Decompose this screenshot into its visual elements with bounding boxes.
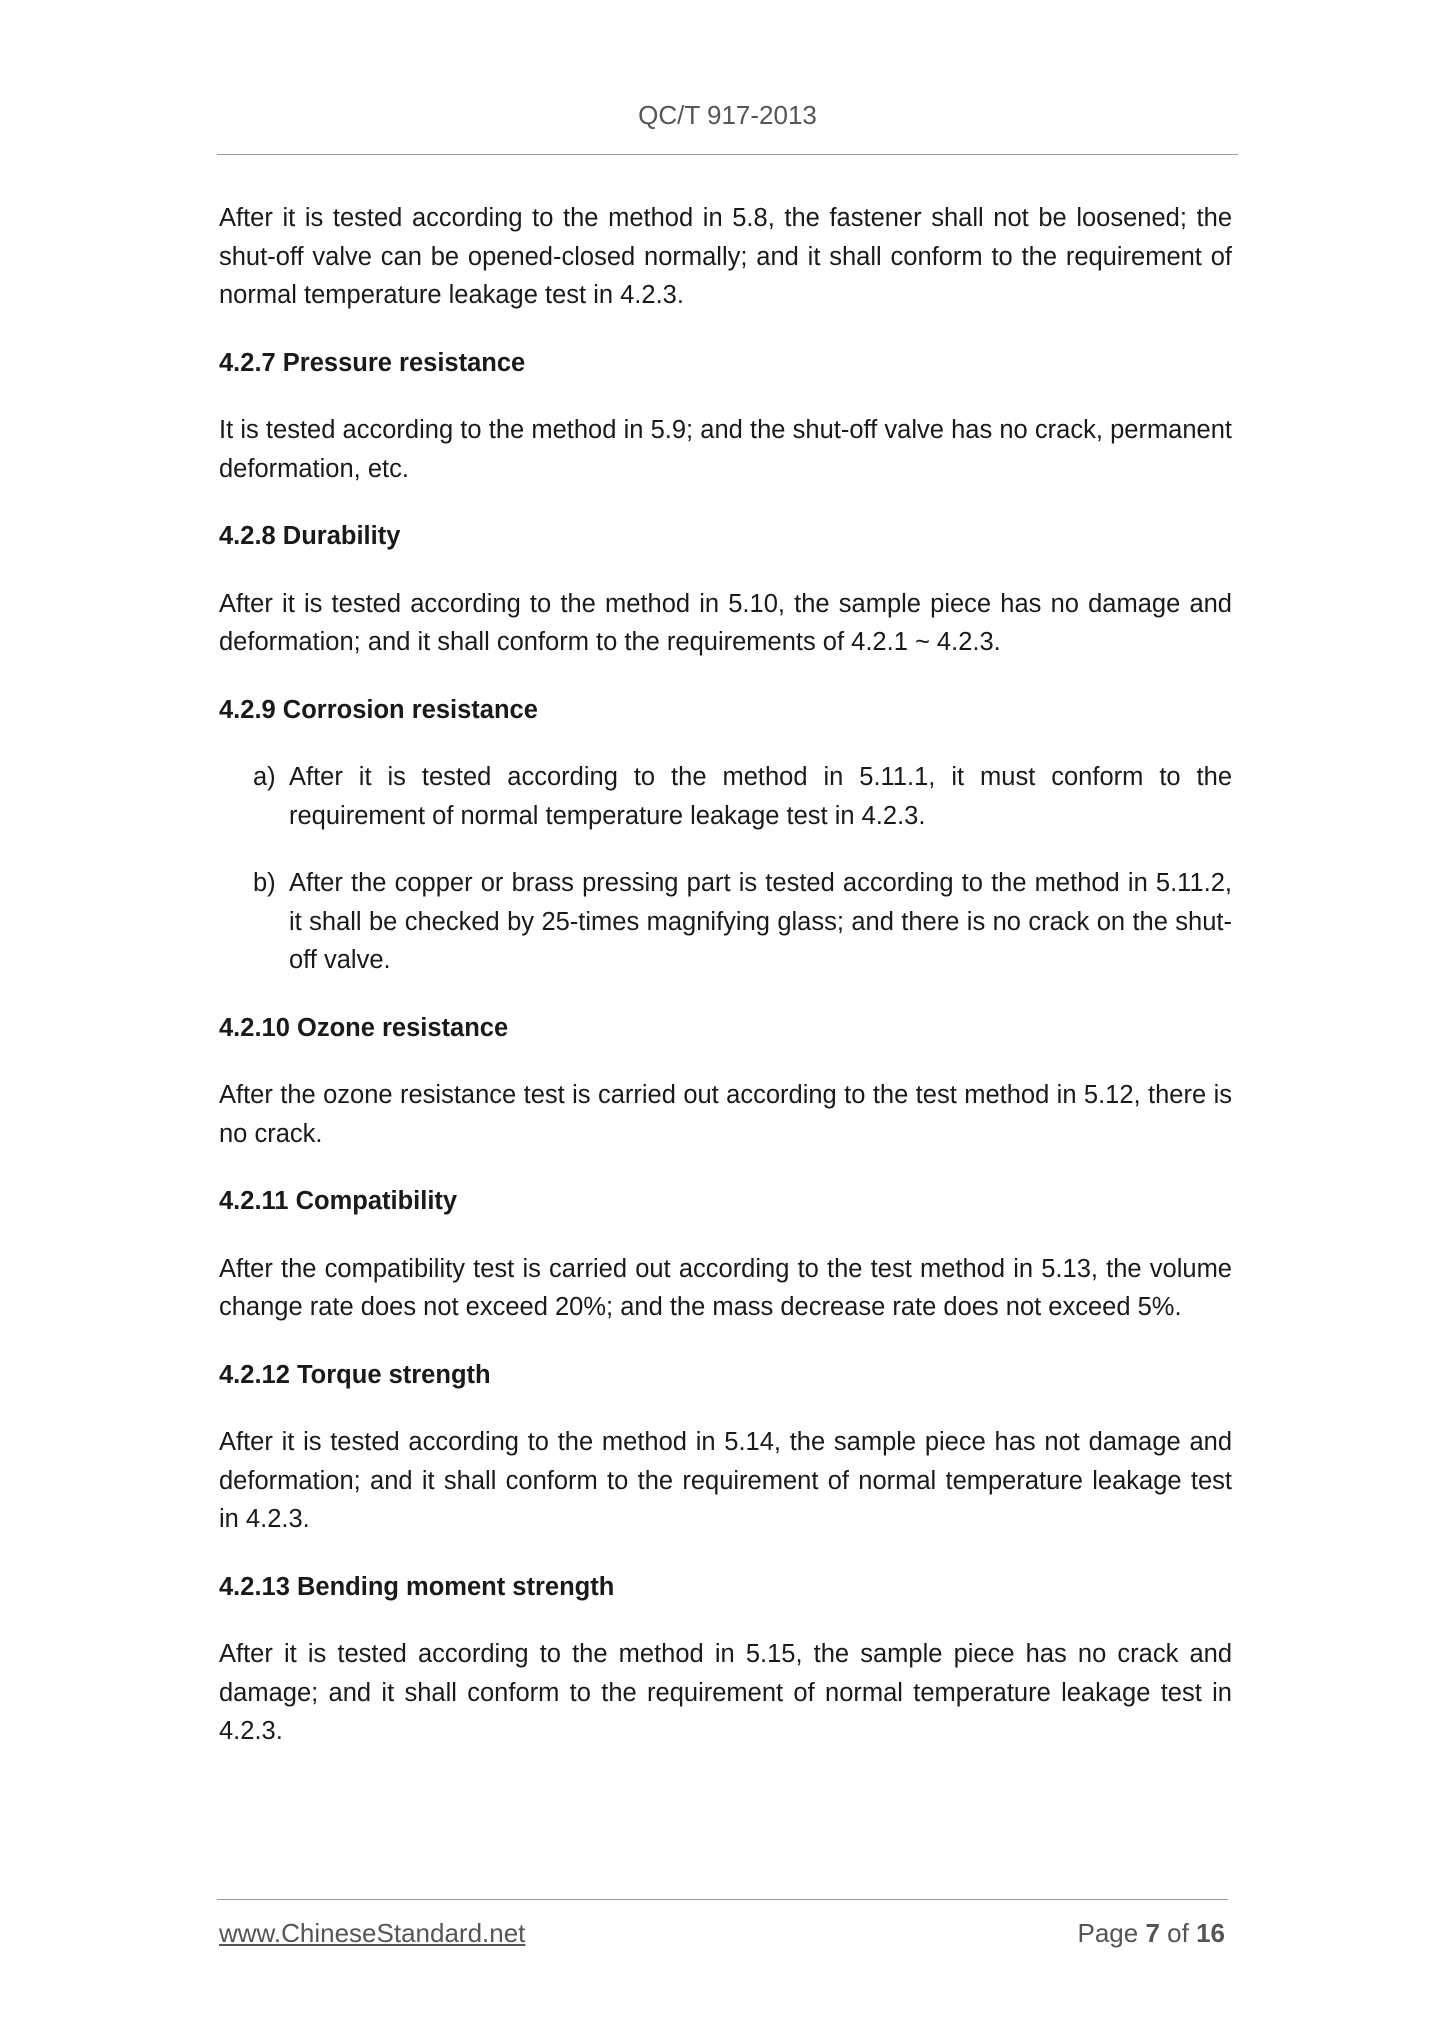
- list-item-a: [219, 758, 1232, 835]
- list-marker-b: b): [253, 869, 276, 897]
- list-marker-a: a): [253, 763, 276, 791]
- list-text-b: After the copper or brass pressing part is tested according to the method in 5.11.2, it shall be checked by 25-times magnifying glass; and there is no crack on the shut-off valve.: [289, 869, 1232, 974]
- footer-divider: [217, 1899, 1228, 1900]
- section-heading-4-2-9: 4.2.9 Corrosion resistance: [219, 695, 538, 724]
- page-of: of: [1167, 1918, 1189, 1948]
- section-text-4-2-7: It is tested according to the method in 5.9; and the shut-off valve has no crack, permanent deformation, etc.: [219, 416, 1232, 483]
- section-text-4-2-8: After it is tested according to the method in 5.10, the sample piece has no damage and deformation; and it shall conform to the requirements of 4.2.1 ~ 4.2.3.: [219, 589, 1232, 656]
- section-heading-4-2-8: 4.2.8 Durability: [219, 522, 401, 550]
- list-text-a: After it is tested according to the method in 5.11.1, it must conform to the requirement of normal temperature leakage test in 4.2.3.: [289, 763, 1232, 830]
- list-item-b: [219, 864, 1232, 980]
- website-link[interactable]: www.ChineseStandard.net: [219, 1918, 526, 1948]
- section-text-4-2-11: After the compatibility test is carried out according to the test method in 5.13, the volume change rate does not exceed 20%; and the mass decrease rate does not exceed 5%.: [219, 1254, 1232, 1321]
- current-page: 7: [1145, 1918, 1160, 1948]
- section-text-4-2-13: After it is tested according to the method in 5.15, the sample piece has no crack and damage; and it shall conform to the requirement of normal temperature leakage test in 4.2.3.: [219, 1640, 1232, 1745]
- section-text-4-2-10: After the ozone resistance test is carried out according to the test method in 5.12, there is no crack.: [219, 1081, 1232, 1148]
- section-text-4-2-12: After it is tested according to the method in 5.14, the sample piece has not damage and deformation; and it shall conform to the requirement of normal temperature leakage test in 4.2.3.: [219, 1428, 1232, 1533]
- section-heading-4-2-10: 4.2.10 Ozone resistance: [219, 1013, 509, 1042]
- section-heading-4-2-13: 4.2.13 Bending moment strength: [219, 1572, 615, 1601]
- section-heading-4-2-7: 4.2.7 Pressure resistance: [219, 348, 526, 377]
- section-heading-4-2-11: 4.2.11 Compatibility: [219, 1187, 458, 1215]
- page-label: Page: [1077, 1918, 1139, 1948]
- document-body: [219, 199, 1232, 1780]
- page-header-title: QC/T 917-2013: [638, 100, 817, 130]
- section-heading-4-2-12: 4.2.12 Torque strength: [219, 1360, 491, 1389]
- intro-paragraph: After it is tested according to the method in 5.8, the fastener shall not be loosened; the shut-off valve can be opened-closed normally; and it shall conform to the requirement of normal temperature leakage test in 4.2.3.: [219, 204, 1232, 309]
- total-pages: 16: [1196, 1918, 1225, 1948]
- page-number: [1077, 1918, 1225, 1949]
- header-divider: [217, 154, 1238, 155]
